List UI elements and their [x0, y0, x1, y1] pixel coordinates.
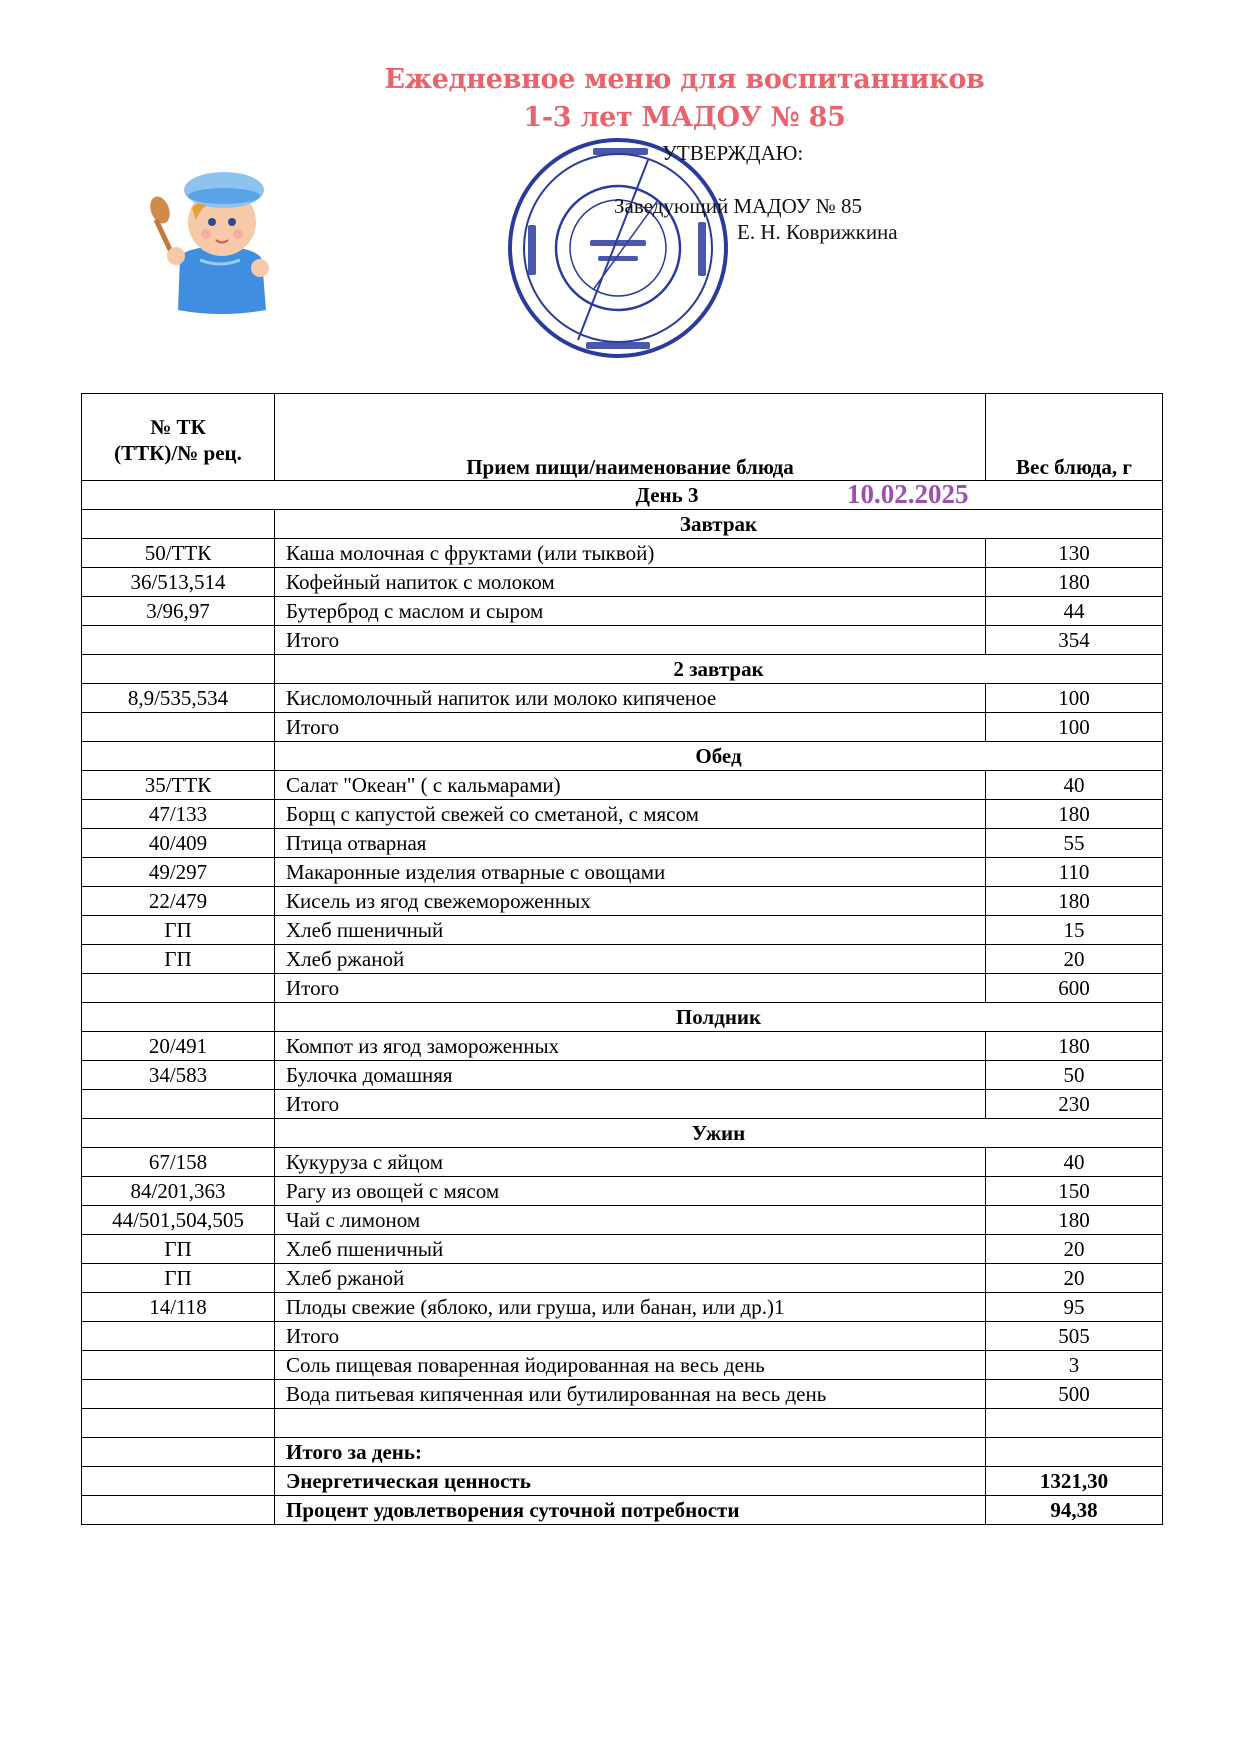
dish-weight: 150 — [986, 1177, 1163, 1206]
section-row — [82, 1119, 1163, 1148]
dish-code: 44/501,504,505 — [82, 1206, 275, 1235]
dish-name: Хлеб пшеничный — [275, 916, 986, 945]
dish-name: Борщ с капустой свежей со сметаной, с мясом — [275, 800, 986, 829]
energy-value: 1321,30 — [986, 1467, 1163, 1496]
dish-weight: 500 — [986, 1380, 1163, 1409]
approve-position: Заведующий МАДОУ № 85 — [614, 194, 863, 218]
section-row — [82, 742, 1163, 771]
blank-cell — [275, 1409, 986, 1438]
dish-weight: 180 — [986, 887, 1163, 916]
dish-weight: 230 — [986, 1090, 1163, 1119]
dish-code — [82, 1322, 275, 1351]
day-cell — [82, 481, 1163, 510]
day-total-value — [986, 1438, 1163, 1467]
table-row — [82, 539, 1163, 568]
approve-label: УТВЕРЖДАЮ: — [662, 141, 804, 165]
dish-name: Кисломолочный напиток или молоко кипяченое — [275, 684, 986, 713]
dish-code — [82, 713, 275, 742]
dish-name: Хлеб ржаной — [275, 1264, 986, 1293]
dish-name: Птица отварная — [275, 829, 986, 858]
dish-weight: 180 — [986, 1206, 1163, 1235]
section-row — [82, 1003, 1163, 1032]
dish-code: ГП — [82, 945, 275, 974]
percent-label: Процент удовлетворения суточной потребности — [275, 1496, 986, 1525]
section-empty-cell — [82, 655, 275, 684]
table-row — [82, 800, 1163, 829]
dish-weight: 100 — [986, 713, 1163, 742]
table-row — [82, 771, 1163, 800]
dish-name: Компот из ягод замороженных — [275, 1032, 986, 1061]
day-label: День 3 — [635, 483, 699, 507]
dish-name: Булочка домашняя — [275, 1061, 986, 1090]
header-code-line2: (ТТК)/№ рец. — [114, 441, 242, 465]
section-title: Обед — [275, 742, 1163, 771]
section-title: 2 завтрак — [275, 655, 1163, 684]
section-row — [82, 655, 1163, 684]
dish-name: Итого — [275, 1322, 986, 1351]
dish-code: 50/ТТК — [82, 539, 275, 568]
table-row — [82, 597, 1163, 626]
header-code — [82, 394, 275, 481]
extra-row — [82, 1380, 1163, 1409]
section-title: Ужин — [275, 1119, 1163, 1148]
extra-row — [82, 1351, 1163, 1380]
dish-name: Хлеб пшеничный — [275, 1235, 986, 1264]
dish-code: 14/118 — [82, 1293, 275, 1322]
dish-weight: 50 — [986, 1061, 1163, 1090]
dish-code — [82, 626, 275, 655]
day-total-label: Итого за день: — [275, 1438, 986, 1467]
blank-cell — [986, 1409, 1163, 1438]
dish-code: 40/409 — [82, 829, 275, 858]
dish-weight: 110 — [986, 858, 1163, 887]
dish-weight: 55 — [986, 829, 1163, 858]
page-title: Ежедневное меню для воспитанников — [384, 64, 985, 95]
dish-weight: 95 — [986, 1293, 1163, 1322]
dish-name: Плоды свежие (яблоко, или груша, или банан, или др.)1 — [275, 1293, 986, 1322]
table-row — [82, 1264, 1163, 1293]
dish-name: Салат "Океан" ( с кальмарами) — [275, 771, 986, 800]
table-row — [82, 829, 1163, 858]
dish-code — [82, 1090, 275, 1119]
section-empty-cell — [82, 1119, 275, 1148]
table-row — [82, 887, 1163, 916]
dish-weight: 354 — [986, 626, 1163, 655]
total-code-cell — [82, 1467, 275, 1496]
dish-weight: 20 — [986, 1264, 1163, 1293]
table-row — [82, 1177, 1163, 1206]
dish-code: 49/297 — [82, 858, 275, 887]
dish-weight: 40 — [986, 771, 1163, 800]
dish-name: Итого — [275, 1090, 986, 1119]
dish-weight: 180 — [986, 800, 1163, 829]
energy-row — [82, 1467, 1163, 1496]
header-weight: Вес блюда, г — [986, 394, 1163, 481]
subtotal-row — [82, 713, 1163, 742]
dish-code: 8,9/535,534 — [82, 684, 275, 713]
table-row — [82, 1032, 1163, 1061]
dish-weight: 20 — [986, 945, 1163, 974]
dish-name: Макаронные изделия отварные с овощами — [275, 858, 986, 887]
table-row — [82, 916, 1163, 945]
dish-name: Итого — [275, 626, 986, 655]
dish-code: 34/583 — [82, 1061, 275, 1090]
table-row — [82, 568, 1163, 597]
table-row — [82, 1148, 1163, 1177]
dish-name: Кофейный напиток с молоком — [275, 568, 986, 597]
dish-weight: 180 — [986, 568, 1163, 597]
dish-name: Итого — [275, 974, 986, 1003]
approve-name: Е. Н. Коврижкина — [737, 220, 898, 244]
dish-name: Кисель из ягод свежемороженных — [275, 887, 986, 916]
table-header-row — [82, 394, 1163, 481]
total-code-cell — [82, 1438, 275, 1467]
dish-code — [82, 974, 275, 1003]
dish-code — [82, 1351, 275, 1380]
dish-weight: 180 — [986, 1032, 1163, 1061]
table-row — [82, 1235, 1163, 1264]
energy-label: Энергетическая ценность — [275, 1467, 986, 1496]
dish-name: Вода питьевая кипяченная или бутилированная на весь день — [275, 1380, 986, 1409]
blank-cell — [82, 1409, 275, 1438]
table-row — [82, 1061, 1163, 1090]
section-title: Завтрак — [275, 510, 1163, 539]
child-chef-mascot-icon — [140, 160, 300, 320]
dish-code: 47/133 — [82, 800, 275, 829]
section-empty-cell — [82, 1003, 275, 1032]
dish-code: 3/96,97 — [82, 597, 275, 626]
dish-name: Чай с лимоном — [275, 1206, 986, 1235]
menu-date: 10.02.2025 — [847, 479, 969, 509]
dish-weight: 505 — [986, 1322, 1163, 1351]
table-row — [82, 858, 1163, 887]
dish-code: 20/491 — [82, 1032, 275, 1061]
dish-weight: 40 — [986, 1148, 1163, 1177]
dish-name: Бутерброд с маслом и сыром — [275, 597, 986, 626]
menu-table — [81, 393, 1163, 1525]
section-empty-cell — [82, 510, 275, 539]
dish-name: Хлеб ржаной — [275, 945, 986, 974]
table-row — [82, 1293, 1163, 1322]
dish-code — [82, 1380, 275, 1409]
dish-weight: 20 — [986, 1235, 1163, 1264]
subtotal-row — [82, 1090, 1163, 1119]
header-code-line1: № ТК — [150, 415, 206, 439]
section-row — [82, 510, 1163, 539]
dish-weight: 44 — [986, 597, 1163, 626]
dish-code: ГП — [82, 1264, 275, 1293]
day-total-row — [82, 1438, 1163, 1467]
dish-name: Соль пищевая поваренная йодированная на весь день — [275, 1351, 986, 1380]
total-code-cell — [82, 1496, 275, 1525]
day-row — [82, 481, 1163, 510]
dish-name: Итого — [275, 713, 986, 742]
subtotal-row — [82, 1322, 1163, 1351]
blank-row — [82, 1409, 1163, 1438]
percent-row — [82, 1496, 1163, 1525]
dish-code: ГП — [82, 916, 275, 945]
subtotal-row — [82, 626, 1163, 655]
dish-code: 35/ТТК — [82, 771, 275, 800]
dish-code: 67/158 — [82, 1148, 275, 1177]
dish-weight: 600 — [986, 974, 1163, 1003]
subtotal-row — [82, 974, 1163, 1003]
header-dish: Прием пищи/наименование блюда — [275, 394, 986, 481]
dish-weight: 3 — [986, 1351, 1163, 1380]
dish-code: 36/513,514 — [82, 568, 275, 597]
table-row — [82, 1206, 1163, 1235]
dish-code: 84/201,363 — [82, 1177, 275, 1206]
dish-name: Каша молочная с фруктами (или тыквой) — [275, 539, 986, 568]
dish-code: 22/479 — [82, 887, 275, 916]
dish-code: ГП — [82, 1235, 275, 1264]
page-subtitle: 1-3 лет МАДОУ № 85 — [523, 102, 846, 133]
section-empty-cell — [82, 742, 275, 771]
dish-name: Кукуруза с яйцом — [275, 1148, 986, 1177]
section-title: Полдник — [275, 1003, 1163, 1032]
dish-weight: 15 — [986, 916, 1163, 945]
percent-value: 94,38 — [986, 1496, 1163, 1525]
table-row — [82, 684, 1163, 713]
dish-name: Рагу из овощей с мясом — [275, 1177, 986, 1206]
table-row — [82, 945, 1163, 974]
official-round-stamp-icon — [498, 130, 748, 370]
dish-weight: 100 — [986, 684, 1163, 713]
dish-weight: 130 — [986, 539, 1163, 568]
